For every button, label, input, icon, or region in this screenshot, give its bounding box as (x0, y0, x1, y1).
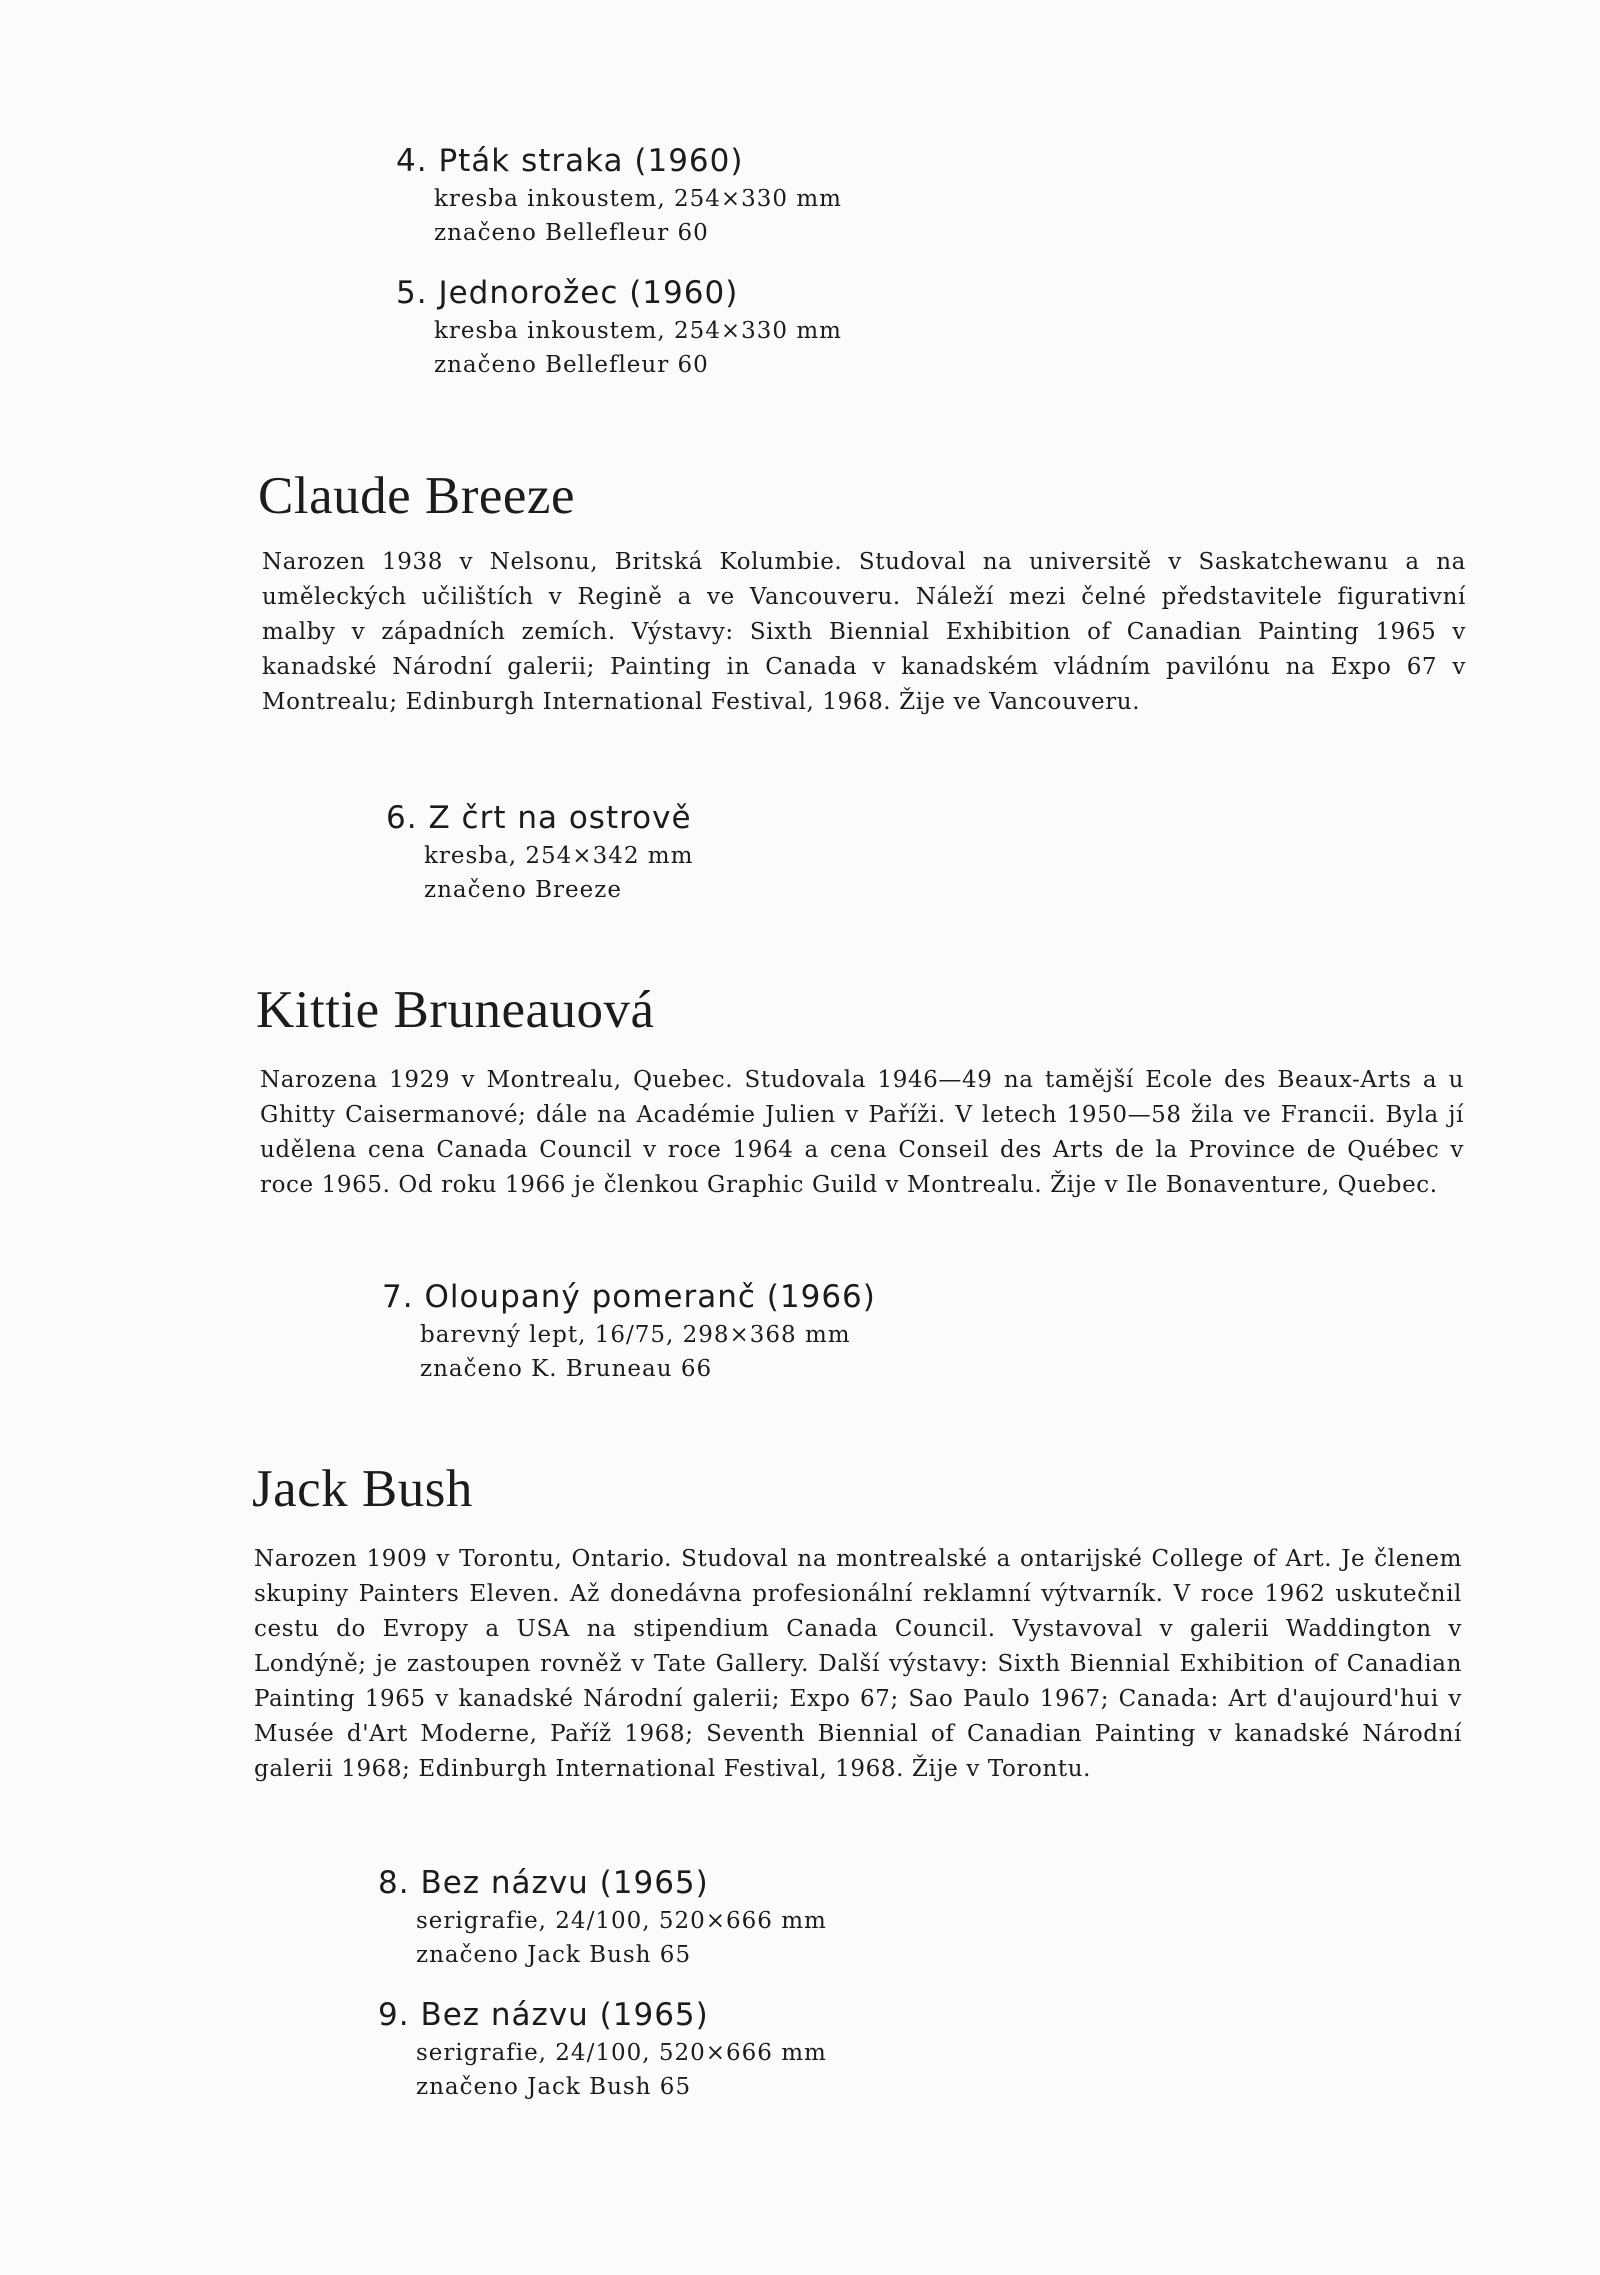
artist-name: Jack Bush (252, 1460, 473, 1518)
work-item (396, 140, 842, 250)
work-signature: značeno Jack Bush 65 (416, 2074, 692, 2100)
work-signature: značeno Bellefleur 60 (434, 352, 709, 378)
artist-name: Kittie Bruneauová (256, 981, 655, 1039)
work-title: 7. Oloupaný pomeranč (1966) (382, 1279, 876, 1315)
work-item (382, 1276, 876, 1386)
works-list-bellefleur (396, 140, 842, 398)
work-signature: značeno K. Bruneau 66 (420, 1356, 713, 1382)
work-medium: serigrafie, 24/100, 520×666 mm (416, 1908, 827, 1934)
work-title: 4. Pták straka (1960) (396, 143, 744, 179)
work-signature: značeno Bellefleur 60 (434, 220, 709, 246)
works-list-bruneau (382, 1276, 876, 1402)
works-list-bush (378, 1862, 827, 2120)
work-signature: značeno Jack Bush 65 (416, 1942, 692, 1968)
work-medium: kresba inkoustem, 254×330 mm (434, 318, 842, 344)
work-item (378, 1862, 827, 1972)
work-medium: barevný lept, 16/75, 298×368 mm (420, 1322, 851, 1348)
work-item (396, 272, 842, 382)
artist-biography: Narozena 1929 v Montrealu, Quebec. Studovala 1946—49 na tamější Ecole des Beaux-Arts a u Ghitty Caisermanové; dále na Académie Julien v Paříži. V letech 1950—58 žila ve Francii. Byla jí udělena cena Canada Council v roce 1964 a cena Conseil des Arts de la Province de Québec v roce 1965. Od roku 1966 je členkou Graphic Guild v Montrealu. Žije v Ile Bonaventure, Quebec. (260, 1067, 1464, 1198)
work-item (378, 1994, 827, 2104)
work-title: 9. Bez názvu (1965) (378, 1997, 709, 2033)
artist-name: Claude Breeze (258, 467, 575, 525)
work-title: 6. Z črt na ostrově (386, 800, 692, 836)
work-title: 5. Jednorožec (1960) (396, 275, 739, 311)
artist-biography: Narozen 1909 v Torontu, Ontario. Studoval na montrealské a ontarijské College of Art. Je členem skupiny Painters Eleven. Až donedávna profesionální reklamní výtvarník. V roce 1962 uskutečnil cestu do Evropy a USA na stipendium Canada Council. Vystavoval v galerii Waddington v Londýně; je zastoupen rovněž v Tate Gallery. Další výstavy: Sixth Biennial Exhibition of Canadian Painting 1965 v kanadské Národní galerii; Expo 67; Sao Paulo 1967; Canada: Art d'aujourd'hui v Musée d'Art Moderne, Paříž 1968; Seventh Biennial of Canadian Painting v kanadské Národní galerii 1968; Edinburgh International Festival, 1968. Žije v Torontu. (254, 1546, 1462, 1782)
work-medium: serigrafie, 24/100, 520×666 mm (416, 2040, 827, 2066)
work-title: 8. Bez názvu (1965) (378, 1865, 709, 1901)
works-list-breeze (386, 797, 693, 923)
work-signature: značeno Breeze (424, 877, 622, 903)
work-item (386, 797, 693, 907)
artist-biography: Narozen 1938 v Nelsonu, Britská Kolumbie. Studoval na universitě v Saskatchewanu a na uměleckých učilištích v Regině a ve Vancouveru. Náleží mezi čelné představitele figurativní malby v západních zemích. Výstavy: Sixth Biennial Exhibition of Canadian Painting 1965 v kanadské Národní galerii; Painting in Canada v kanadském vládním pavilónu na Expo 67 v Montrealu; Edinburgh International Festival, 1968. Žije ve Vancouveru. (262, 549, 1466, 715)
work-medium: kresba inkoustem, 254×330 mm (434, 186, 842, 212)
work-medium: kresba, 254×342 mm (424, 843, 694, 869)
